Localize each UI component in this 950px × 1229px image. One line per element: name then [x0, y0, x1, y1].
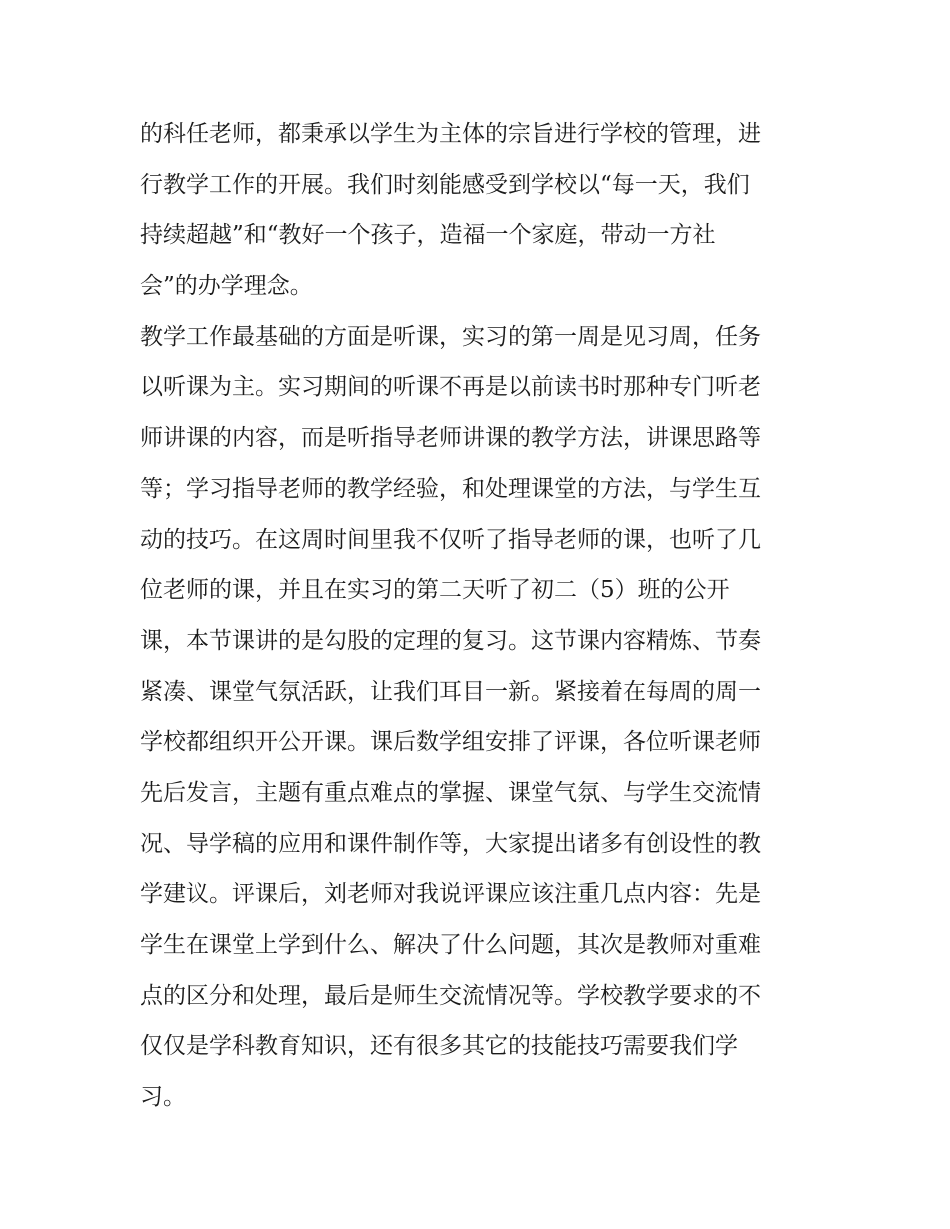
- text-line: 的科任老师，都秉承以学生为主体的宗旨进行学校的管理，进: [140, 121, 761, 147]
- text-line: 以听课为主。实习期间的听课不再是以前读书时那种专门听老: [140, 374, 761, 401]
- text-line: 持续超越”和“教好一个孩子，造福一个家庭，带动一方社: [140, 222, 716, 249]
- text-line: 紧凑、课堂气氛活跃，让我们耳目一新。紧接着在每周的周一: [140, 678, 761, 705]
- text-line: 课，本节课讲的是勾股的定理的复习。这节课内容精炼、节奏: [140, 627, 761, 654]
- text-line: 教学工作最基础的方面是听课，实习的第一周是见习周，任务: [140, 323, 761, 350]
- text-line: 会”的办学理念。: [140, 273, 313, 300]
- text-line: 仅仅是学科教育知识，还有很多其它的技能技巧需要我们学: [140, 1033, 738, 1060]
- body-text: [140, 109, 820, 1123]
- text-line: 点的区分和处理，最后是师生交流情况等。学校教学要求的不: [140, 982, 761, 1009]
- text-line: 习。: [140, 1084, 186, 1111]
- text-line: 况、导学稿的应用和课件制作等，大家提出诸多有创设性的教: [140, 830, 761, 857]
- text-line: 行教学工作的开展。我们时刻能感受到学校以“每一天，我们: [140, 171, 750, 198]
- text-line: 学生在课堂上学到什么、解决了什么问题，其次是教师对重难: [140, 932, 761, 958]
- text-line: 位老师的课，并且在实习的第二天听了初二（5）班的公开: [140, 577, 730, 604]
- text-line: 先后发言，主题有重点难点的掌握、课堂气氛、与学生交流情: [140, 779, 761, 806]
- text-line: 师讲课的内容，而是听指导老师讲课的教学方法，讲课思路等: [140, 425, 761, 452]
- text-line: 学校都组织开公开课。课后数学组安排了评课，各位听课老师: [140, 729, 761, 756]
- text-line: 动的技巧。在这周时间里我不仅听了指导老师的课，也听了几: [140, 526, 761, 553]
- text-line: 学建议。评课后，刘老师对我说评课应该注重几点内容：先是: [140, 881, 761, 908]
- text-line: 等；学习指导老师的教学经验，和处理课堂的方法，与学生互: [140, 475, 761, 502]
